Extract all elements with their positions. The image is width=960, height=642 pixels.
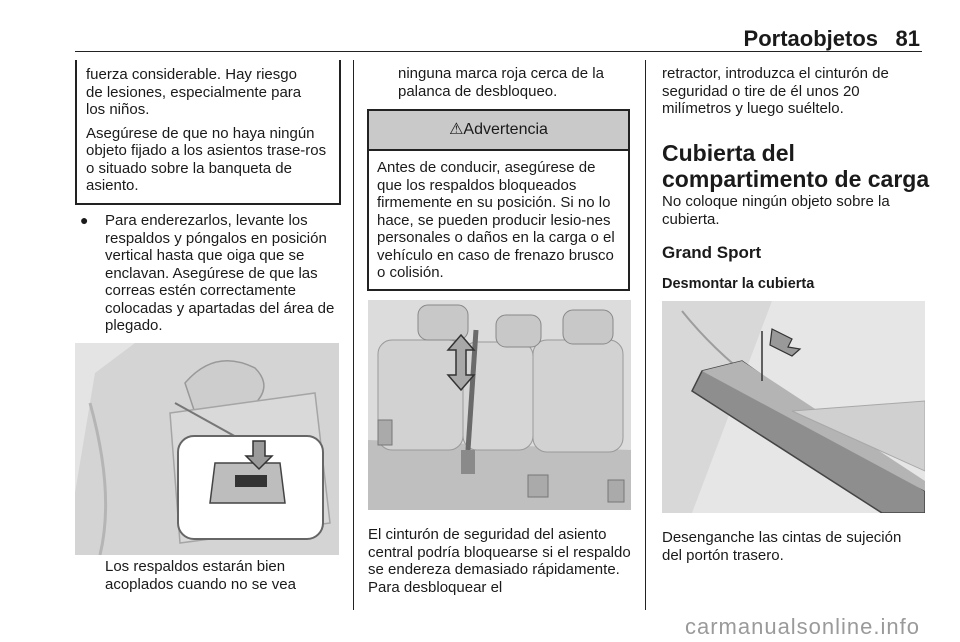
col3-continued-text: retractor, introduzca el cinturón de seguridad o tire de él unos 20 milímetros y luego suéltelo.: [662, 65, 889, 117]
subsection-title: Grand Sport: [662, 243, 762, 262]
seat-backrest-drawing: [75, 343, 339, 555]
subsubsection-title: Desmontar la cubierta: [662, 276, 815, 292]
watermark: carmanualsonline.info: [684, 614, 920, 639]
page-title: Portaobjetos: [743, 26, 878, 51]
column-divider-right: [645, 60, 646, 610]
bullet-icon: ●: [80, 212, 89, 228]
caution-box-continued: [75, 60, 341, 205]
col2-continued-text: ninguna marca roja cerca de la palanca de desbloqueo.: [398, 65, 604, 100]
bullet-text: Para enderezarlos, levante los respaldos y póngalos en posición vertical hasta que oiga que se enclavan. Asegúrese de que las correas estén correctamente colocadas y apartadas del área de plegado.: [105, 212, 335, 334]
warning-text: Antes de conducir, asegúrese de que los respaldos bloqueados firmemente en su posición. Si no lo hace, se pueden producir lesio-nes personales o daños en la carga o el vehículo en caso de frenazo brusco o colisión.: [377, 159, 615, 281]
warning-header: [369, 111, 628, 151]
warning-box: [367, 109, 630, 291]
section-title: Cubierta del compartimento de carga: [662, 140, 930, 192]
header-rule: [75, 51, 922, 52]
col1-after-image-text: Los respaldos estarán bien acoplados cuando no se vea: [105, 558, 296, 593]
cargo-cover-illustration: [662, 301, 925, 513]
col3-after-image-text: Desenganche las cintas de sujeción del portón trasero.: [662, 529, 902, 564]
warning-title: Advertencia: [463, 121, 548, 138]
cargo-cover-drawing: [662, 301, 925, 513]
rear-seat-belt-illustration: [368, 300, 631, 510]
col2-after-image-text: El cinturón de seguridad del asiento central podría bloquearse si el respaldo se endereza demasiado rápidamente. Para desbloquear el: [368, 526, 631, 596]
page-number: 81: [895, 26, 920, 51]
caution-paragraph-2: Asegúrese de que no haya ningún objeto fijado a los asientos trase-ros o situado sobre la banqueta de asiento.: [86, 124, 327, 194]
seat-backrest-illustration: [75, 343, 339, 555]
column-divider-left: [353, 60, 354, 610]
warning-icon: ⚠: [449, 121, 464, 138]
rear-seat-drawing: [368, 300, 631, 510]
section-text: No coloque ningún objeto sobre la cubierta.: [662, 193, 890, 228]
caution-paragraph-1: fuerza considerable. Hay riesgo de lesiones, especialmente para los niños.: [86, 66, 302, 118]
